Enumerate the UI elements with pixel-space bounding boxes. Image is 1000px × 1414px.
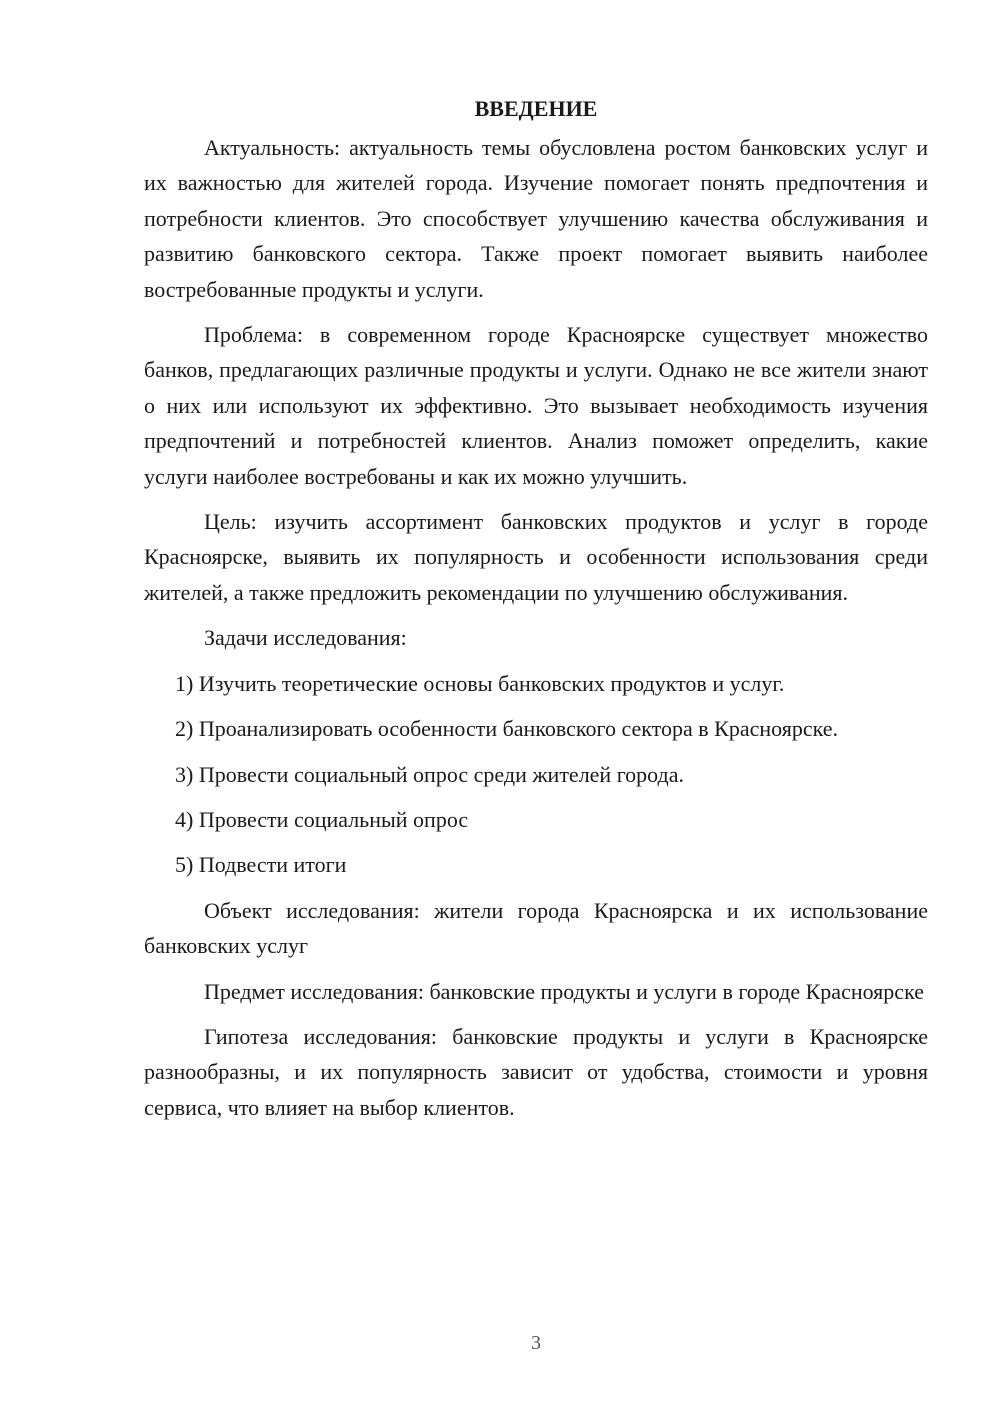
paragraph-object: Объект исследования: жители города Красноярска и их использование банковских услуг bbox=[144, 897, 928, 959]
task-item-2: 2) Проанализировать особенности банковского сектора в Красноярске. bbox=[175, 716, 838, 742]
paragraph-problem: Проблема: в современном городе Красноярске существует множество банков, предлагающих различные продукты и услуги. Однако не все жители знают о них или используют их эффективно. Это вызывает необходимость изучения предпочтений и потребностей клиентов. Анализ поможет определить, какие услуги наиболее востребованы и как их можно улучшить. bbox=[144, 322, 928, 489]
document-page bbox=[144, 92, 928, 1135]
task-item-1: 1) Изучить теоретические основы банковских продуктов и услуг. bbox=[175, 670, 785, 696]
task-item-3: 3) Провести социальный опрос среди жителей города. bbox=[175, 761, 685, 787]
page-title: ВВЕДЕНИЕ bbox=[474, 96, 598, 121]
paragraph-relevance: Актуальность: актуальность темы обусловлена ростом банковских услуг и их важностью для жителей города. Изучение помогает понять предпочтения и потребности клиентов. Это способствует улучшению качества обслуживания и развитию банковского сектора. Также проект помогает выявить наиболее востребованные продукты и услуги. bbox=[144, 135, 928, 302]
tasks-title: Задачи исследования: bbox=[204, 625, 407, 651]
paragraph-subject: Предмет исследования: банковские продукты и услуги в городе Красноярске bbox=[204, 978, 924, 1004]
paragraph-goal: Цель: изучить ассортимент банковских продуктов и услуг в городе Красноярске, выявить их популярность и особенности использования среди жителей, а также предложить рекомендации по улучшению обслуживания. bbox=[144, 509, 928, 605]
task-item-4: 4) Провести социальный опрос bbox=[175, 806, 469, 832]
paragraph-hypothesis: Гипотеза исследования: банковские продукты и услуги в Красноярске разнообразны, и их популярность зависит от удобства, стоимости и уровня сервиса, что влияет на выбор клиентов. bbox=[144, 1023, 928, 1120]
task-item-5: 5) Подвести итоги bbox=[175, 852, 347, 878]
page-number: 3 bbox=[531, 1332, 541, 1354]
